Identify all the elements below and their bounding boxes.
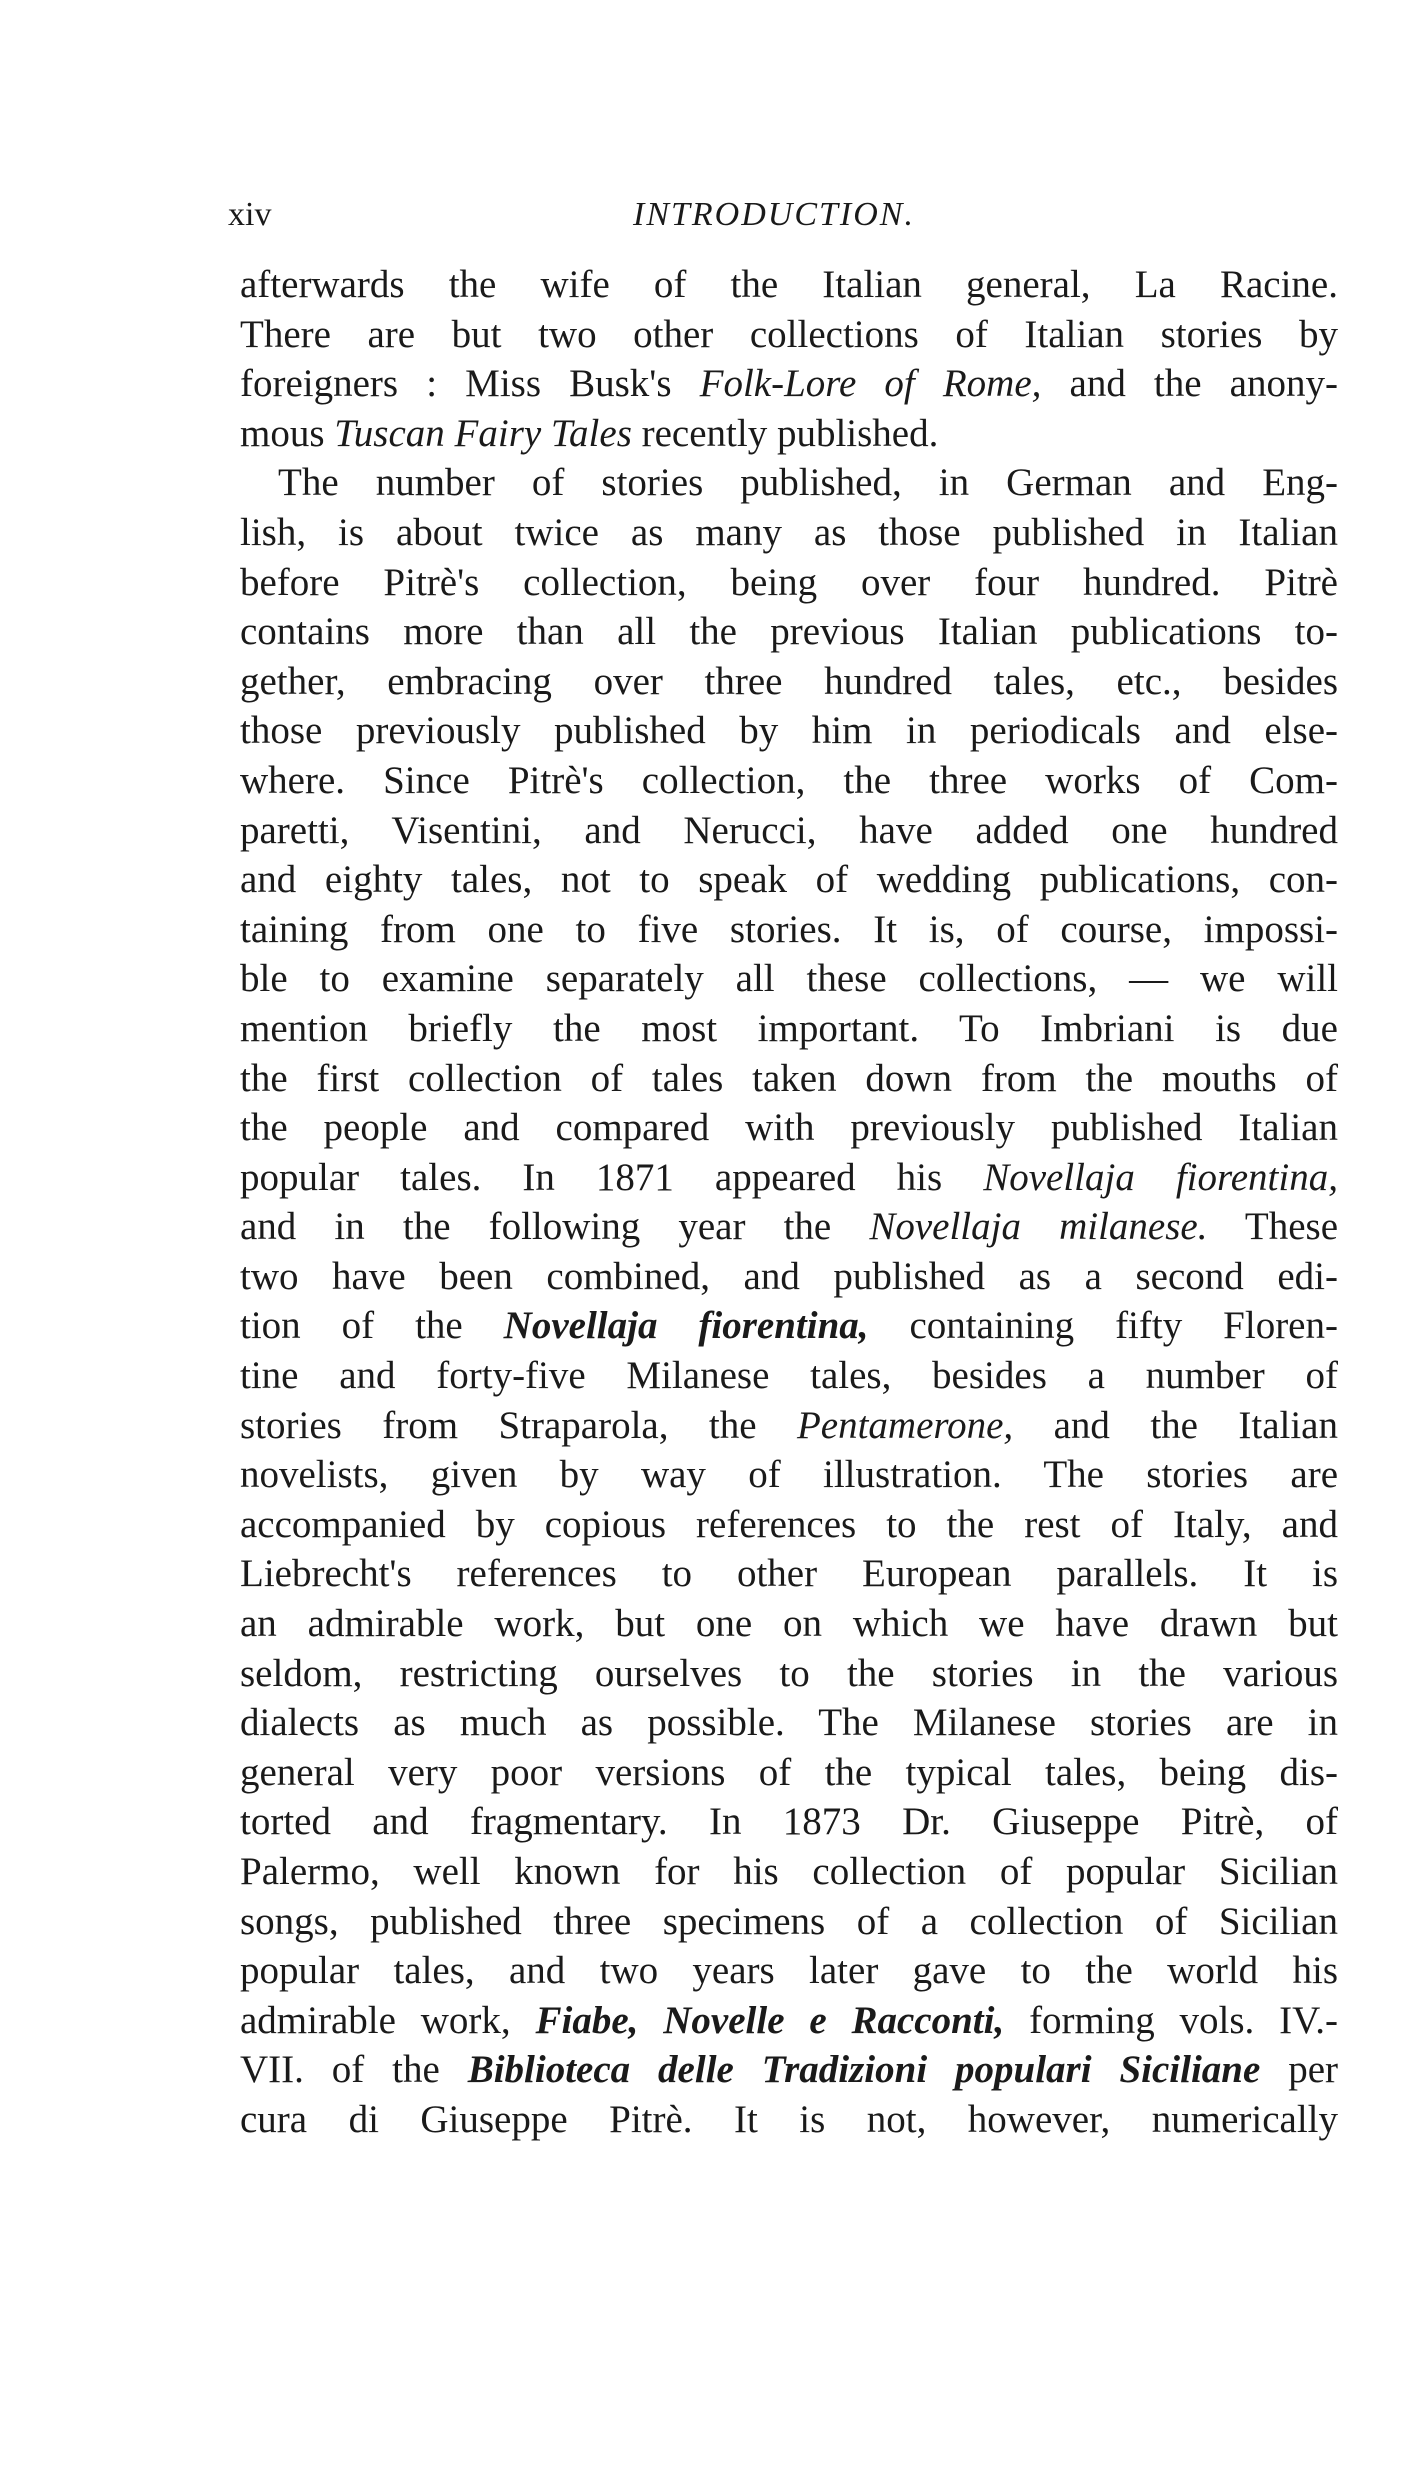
text-line: mous Tuscan Fairy Tales recently published.	[240, 411, 939, 455]
text-line: contains more than all the previous Italian publications to-	[240, 610, 1338, 654]
book-title: Folk-Lore of Rome,	[699, 362, 1042, 406]
text-line: tine and forty-five Milanese tales, besides a number of	[240, 1354, 1338, 1398]
text-line: afterwards the wife of the Italian general, La Racine.	[240, 263, 1338, 306]
book-title: Pentamerone,	[796, 1403, 1014, 1447]
book-title: Novellaja milanese.	[869, 1205, 1208, 1249]
text-line: paretti, Visentini, and Nerucci, have added one hundred	[240, 808, 1338, 852]
text-line: an admirable work, but one on which we have drawn but	[240, 1602, 1338, 1646]
text-line: mention briefly the most important. To Imbriani is due	[240, 1006, 1338, 1050]
text-line: two have been combined, and published as a second edi-	[240, 1254, 1338, 1298]
text-line: popular tales, and two years later gave to the world his	[240, 1949, 1338, 1993]
book-title: Tuscan Fairy Tales	[334, 411, 632, 455]
text-line: lish, is about twice as many as those published in Italian	[240, 510, 1338, 554]
text-line: Liebrecht's references to other European parallels. It is	[240, 1552, 1338, 1596]
text-line: general very poor versions of the typical tales, being dis-	[240, 1750, 1338, 1794]
text-line: seldom, restricting ourselves to the stories in the various	[240, 1651, 1338, 1695]
page-number: xiv	[228, 196, 272, 233]
text-line: the first collection of tales taken down from the mouths of	[240, 1056, 1338, 1100]
text-line: admirable work, Fiabe, Novelle e Racconti, forming vols. IV.-	[240, 1998, 1338, 2042]
text-line: tion of the Novellaja fiorentina, containing fifty Floren-	[240, 1304, 1338, 1348]
text-line: taining from one to five stories. It is, of course, impossi-	[240, 907, 1338, 951]
text-line: stories from Straparola, the Pentamerone, and the Italian	[240, 1403, 1338, 1447]
text-line: where. Since Pitrè's collection, the three works of Com-	[240, 758, 1338, 802]
paragraph-start-line: The number of stories published, in German and Eng-	[278, 461, 1338, 505]
text-line: popular tales. In 1871 appeared his Novellaja fiorentina,	[240, 1155, 1338, 1199]
text-line: cura di Giuseppe Pitrè. It is not, however, numerically	[240, 2097, 1338, 2141]
body-text	[240, 260, 1338, 2145]
text-line: and eighty tales, not to speak of wedding publications, con-	[240, 858, 1338, 902]
text-line: those previously published by him in periodicals and else-	[240, 709, 1338, 753]
book-title: Biblioteca delle Tradizioni populari Siciliane	[467, 2048, 1261, 2092]
book-title: Novellaja fiorentina,	[503, 1304, 869, 1348]
book-title: Novellaja fiorentina,	[983, 1155, 1338, 1199]
text-line: VII. of the Biblioteca delle Tradizioni populari Siciliane per	[240, 2048, 1338, 2092]
running-head-title: INTRODUCTION.	[633, 196, 915, 233]
book-title: Fiabe, Novelle e Racconti,	[535, 1998, 1005, 2042]
text-line: There are but two other collections of Italian stories by	[240, 312, 1338, 356]
text-line: before Pitrè's collection, being over four hundred. Pitrè	[240, 560, 1338, 604]
text-line: torted and fragmentary. In 1873 Dr. Giuseppe Pitrè, of	[240, 1800, 1338, 1844]
text-line: foreigners : Miss Busk's Folk-Lore of Rome, and the anony-	[240, 362, 1338, 406]
text-line: novelists, given by way of illustration. The stories are	[240, 1453, 1338, 1497]
text-line: ble to examine separately all these collections, — we will	[240, 957, 1338, 1001]
text-line: accompanied by copious references to the rest of Italy, and	[240, 1502, 1338, 1546]
text-line: Palermo, well known for his collection of popular Sicilian	[240, 1850, 1338, 1893]
running-head	[228, 196, 1338, 242]
text-line: gether, embracing over three hundred tales, etc., besides	[240, 659, 1338, 703]
text-line: the people and compared with previously published Italian	[240, 1106, 1338, 1150]
text-line: and in the following year the Novellaja milanese. These	[240, 1205, 1338, 1249]
text-line: dialects as much as possible. The Milanese stories are in	[240, 1701, 1338, 1745]
text-line: songs, published three specimens of a collection of Sicilian	[240, 1899, 1338, 1943]
